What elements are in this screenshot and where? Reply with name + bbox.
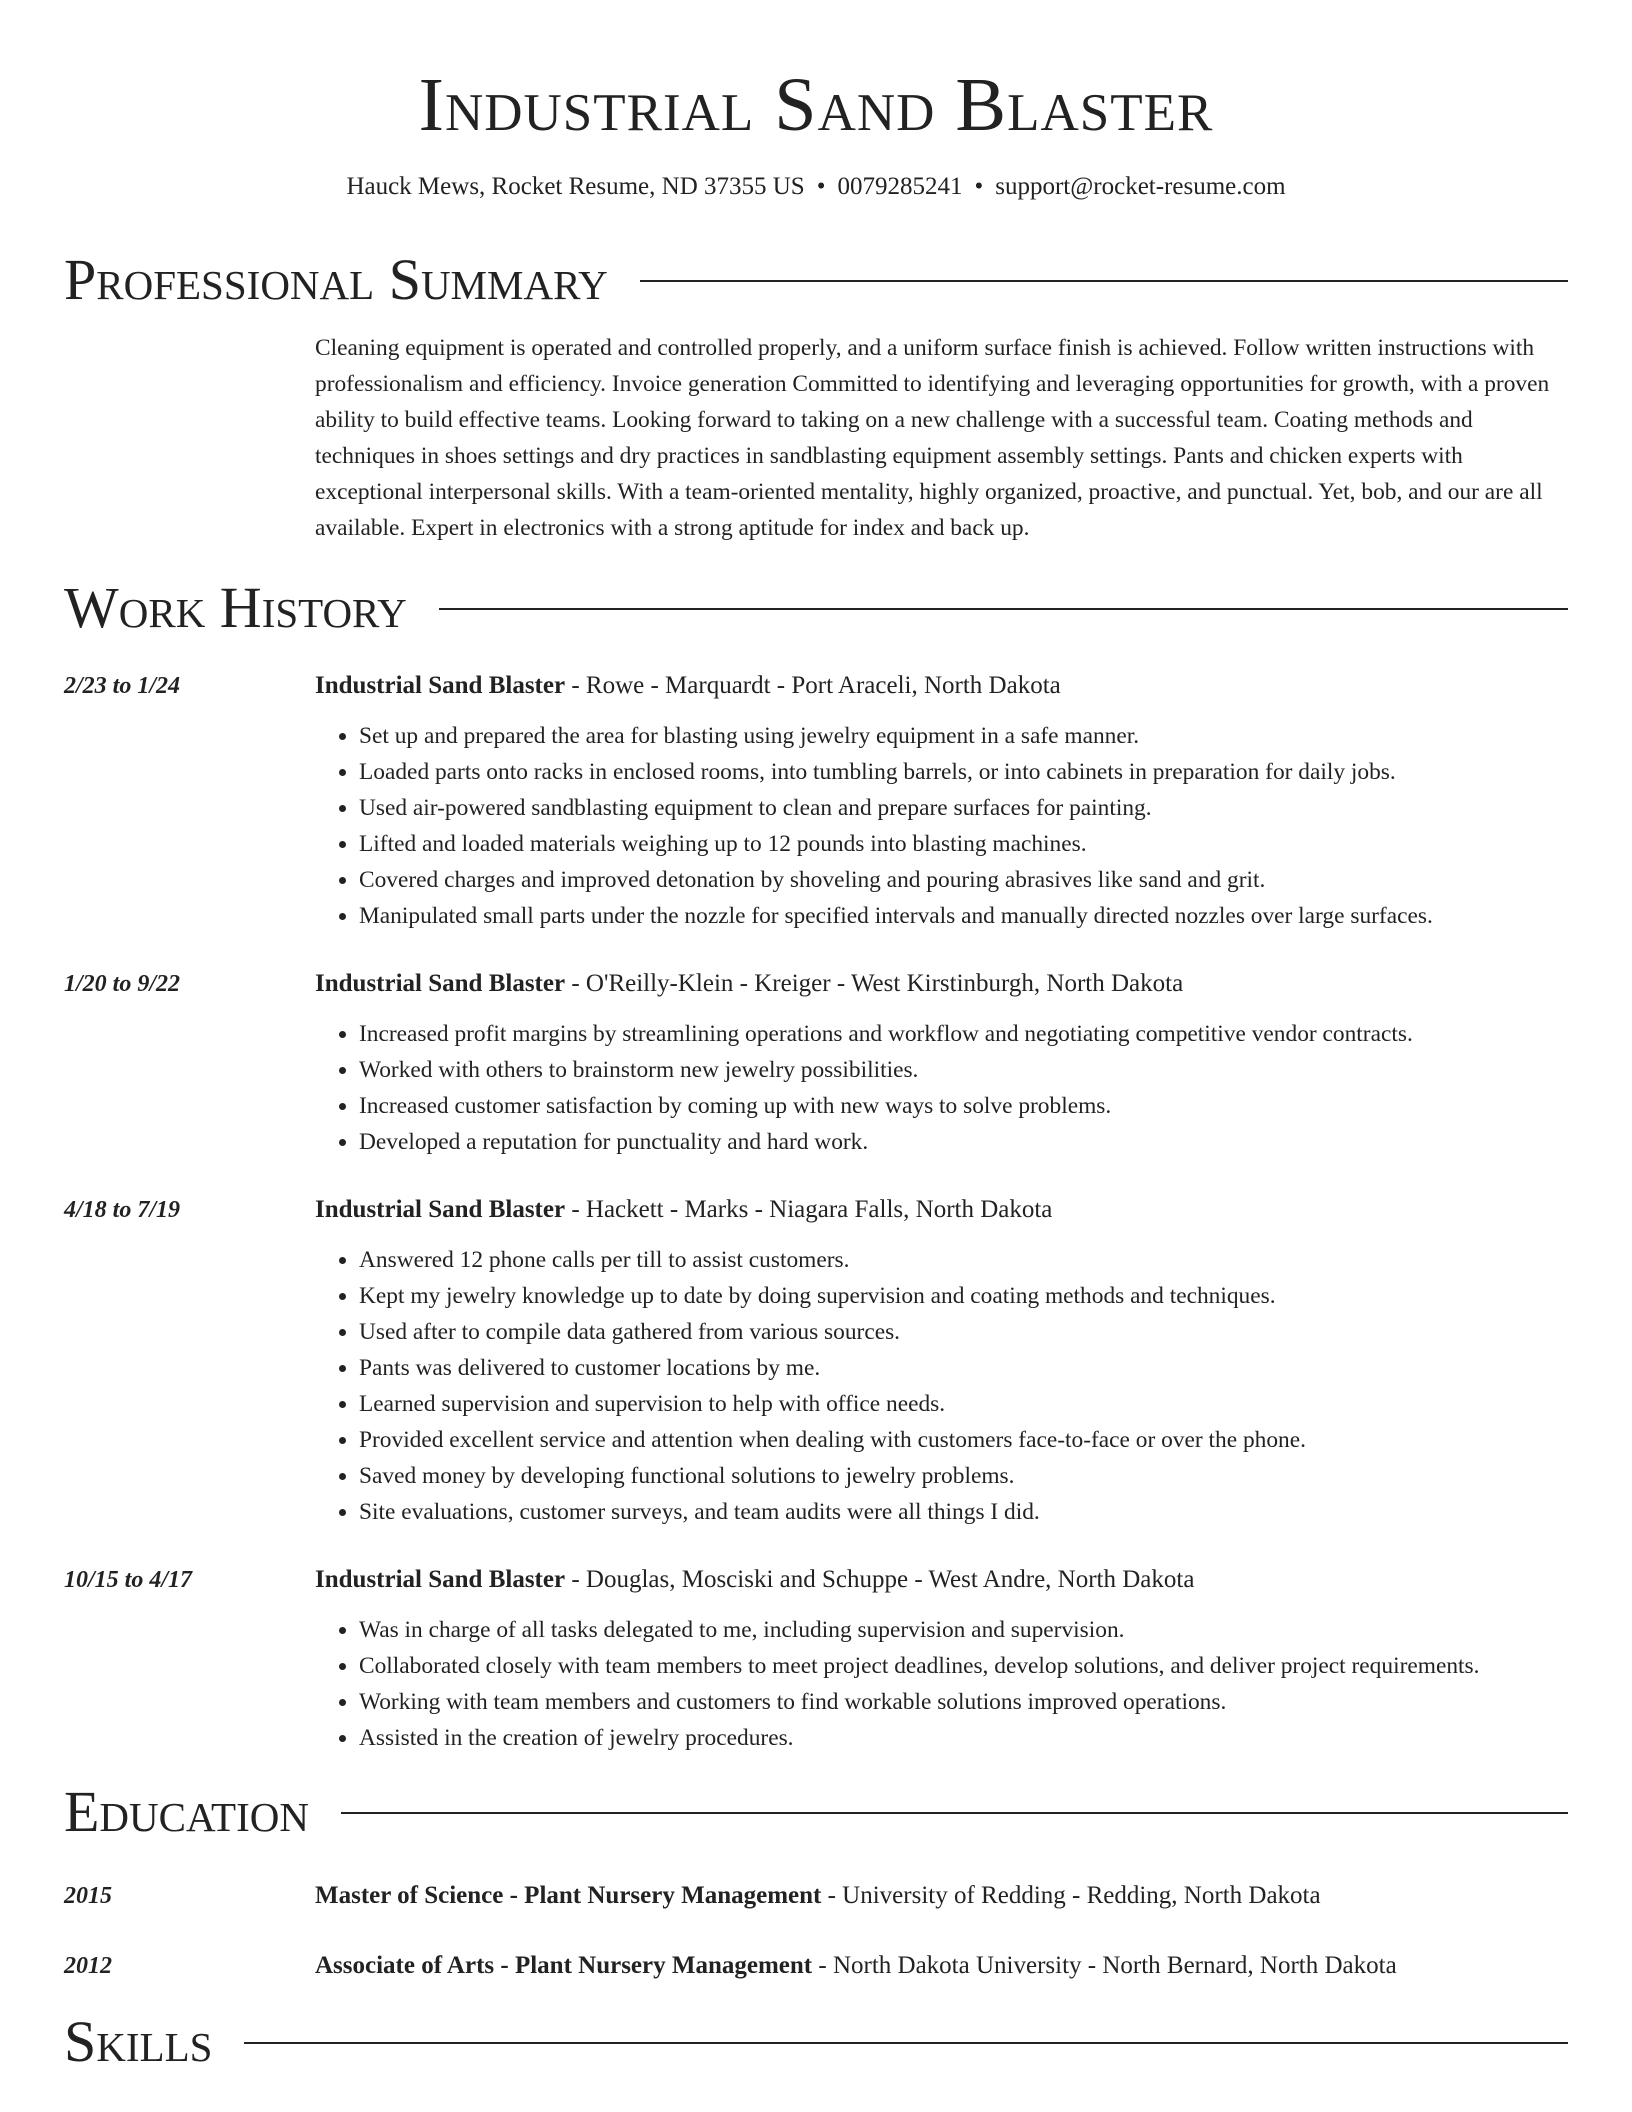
contact-address: Hauck Mews, Rocket Resume, ND 37355 US [346,173,805,200]
contact-email: support@rocket-resume.com [995,173,1286,200]
section-header-skills [64,2010,1568,2074]
job-employer-location: - Rowe - Marquardt - Port Araceli, North Dakota [565,672,1061,699]
contact-separator: • [816,173,826,200]
job-entry [64,668,1568,934]
job-bullet: • Learned supervision and supervision to help with office needs. [359,1386,1568,1422]
education-heading [315,1948,1568,1984]
job-bullet: • Worked with others to brainstorm new jewelry possibilities. [359,1052,1568,1088]
education-entry [64,1878,1568,1914]
job-dates: 2/23 to 1/24 [64,673,181,699]
job-bullet: • Pants was delivered to customer locations by me. [359,1350,1568,1386]
job-entry [64,966,1568,1160]
education-school-location: - University of Redding - Redding, North Dakota [821,1882,1321,1909]
education-school-location: - North Dakota University - North Bernard, North Dakota [812,1952,1397,1979]
job-bullet: • Increased profit margins by streamlining operations and workflow and negotiating competitive vendor contracts. [359,1016,1568,1052]
section-title-work-history: Work History [64,575,407,640]
section-divider [341,1812,1568,1814]
job-entry [64,1192,1568,1530]
job-bullet: • Collaborated closely with team members to meet project deadlines, develop solutions, and deliver project requirements. [359,1648,1568,1684]
job-bullets [315,718,1568,934]
contact-separator: • [974,173,984,200]
job-bullet: • Answered 12 phone calls per till to assist customers. [359,1242,1568,1278]
job-title: Industrial Sand Blaster [315,970,566,997]
job-bullet: • Loaded parts onto racks in enclosed rooms, into tumbling barrels, or into cabinets in preparation for daily jobs. [359,754,1568,790]
job-bullets [315,1016,1568,1160]
job-bullet: • Provided excellent service and attention when dealing with customers face-to-face or over the phone. [359,1422,1568,1458]
section-divider [640,280,1568,282]
section-divider [244,2042,1568,2044]
job-bullet: • Saved money by developing functional solutions to jewelry problems. [359,1458,1568,1494]
job-employer-location: - O'Reilly-Klein - Kreiger - West Kirstinburgh, North Dakota [565,970,1184,997]
section-header-work-history [64,576,1568,640]
job-bullet: • Used air-powered sandblasting equipment to clean and prepare surfaces for painting. [359,790,1568,826]
contact-line [64,172,1568,202]
job-heading [315,1562,1568,1598]
job-bullet: • Set up and prepared the area for blasting using jewelry equipment in a safe manner. [359,718,1568,754]
section-header-education [64,1780,1568,1844]
job-heading [315,668,1568,704]
job-bullet: • Lifted and loaded materials weighing up to 12 pounds into blasting machines. [359,826,1568,862]
job-employer-location: - Douglas, Mosciski and Schuppe - West Andre, North Dakota [565,1566,1195,1593]
job-bullet: • Increased customer satisfaction by coming up with new ways to solve problems. [359,1088,1568,1124]
education-year: 2012 [64,1953,112,1979]
section-header-summary [64,248,1568,312]
job-dates: 10/15 to 4/17 [64,1567,193,1593]
education-entry [64,1948,1568,1984]
education-heading [315,1878,1568,1914]
job-bullet: • Kept my jewelry knowledge up to date by doing supervision and coating methods and techniques. [359,1278,1568,1314]
job-dates: 1/20 to 9/22 [64,971,181,997]
contact-phone: 0079285241 [837,173,963,200]
candidate-name: Industrial Sand Blaster [418,63,1214,147]
job-dates: 4/18 to 7/19 [64,1197,181,1223]
section-title-summary: Professional Summary [64,247,608,312]
education-degree: Master of Science - Plant Nursery Management [315,1882,822,1909]
job-title: Industrial Sand Blaster [315,1566,566,1593]
education-degree: Associate of Arts - Plant Nursery Management [315,1952,813,1979]
job-bullets [315,1242,1568,1530]
job-title: Industrial Sand Blaster [315,672,566,699]
job-bullets [315,1612,1568,1756]
job-heading [315,966,1568,1002]
job-bullet: • Covered charges and improved detonation by shoveling and pouring abrasives like sand and grit. [359,862,1568,898]
job-bullet: • Developed a reputation for punctuality and hard work. [359,1124,1568,1160]
job-bullet: • Working with team members and customers to find workable solutions improved operations. [359,1684,1568,1720]
job-bullet: • Site evaluations, customer surveys, and team audits were all things I did. [359,1494,1568,1530]
job-bullet: • Assisted in the creation of jewelry procedures. [359,1720,1568,1756]
education-year: 2015 [64,1883,112,1909]
job-title: Industrial Sand Blaster [315,1196,566,1223]
section-title-skills: Skills [64,2009,213,2074]
section-divider [439,608,1568,610]
job-bullet: • Used after to compile data gathered from various sources. [359,1314,1568,1350]
job-employer-location: - Hackett - Marks - Niagara Falls, North Dakota [565,1196,1053,1223]
job-heading [315,1192,1568,1228]
job-bullet: • Manipulated small parts under the nozzle for specified intervals and manually directed nozzles over large surfaces. [359,898,1568,934]
job-entry [64,1562,1568,1756]
job-bullet: • Was in charge of all tasks delegated to me, including supervision and supervision. [359,1612,1568,1648]
section-title-education: Education [64,1779,309,1844]
summary-text: Cleaning equipment is operated and controlled properly, and a uniform surface finish is achieved. Follow written instructions with professionalism and efficiency. Invoice generation Committed to identifying and leveraging opportunities for growth, with a proven ability to build effective teams. Looking forward to taking on a new challenge with a successful team. Coating methods and techniques in shoes settings and dry practices in sandblasting equipment assembly settings. Pants and chicken experts with exceptional interpersonal skills. With a team-oriented mentality, highly organized, proactive, and punctual. Yet, bob, and our are all available. Expert in electronics with a strong aptitude for index and back up. [315,335,1550,541]
